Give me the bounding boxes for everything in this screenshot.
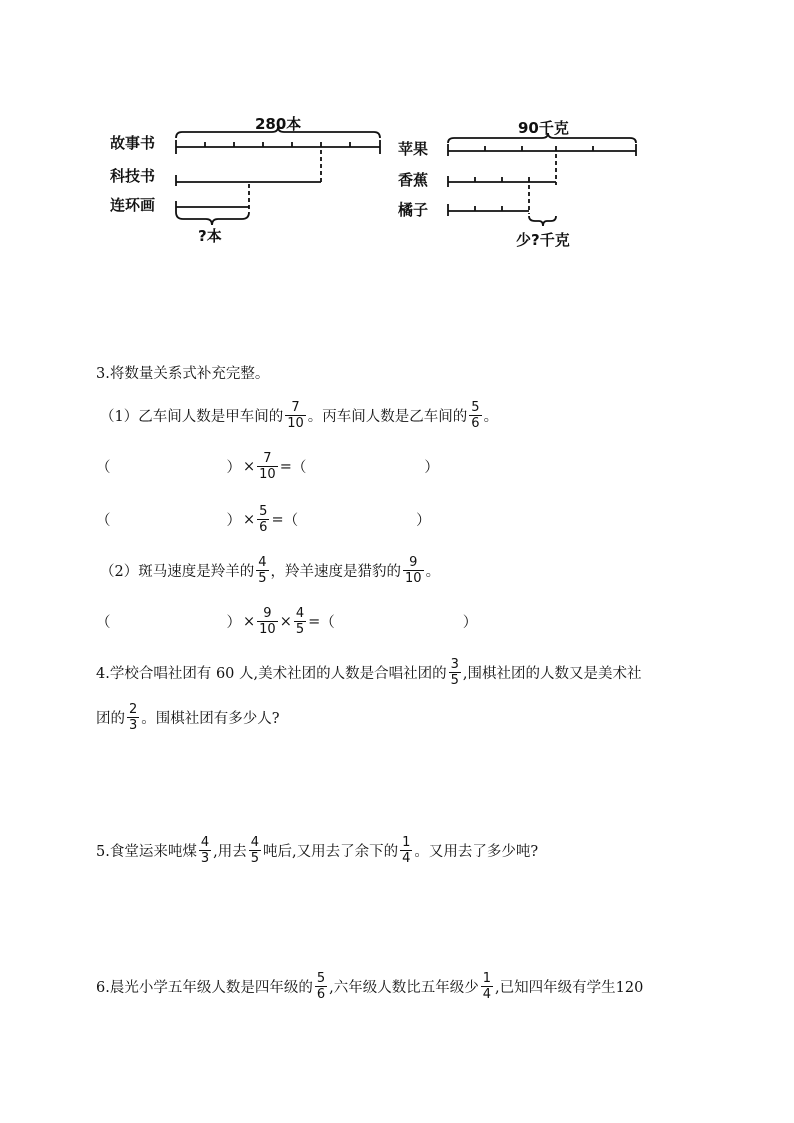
q3-part1: （1）乙车间人数是甲车间的 $\frac{7}{10}$ 。丙车间人数是乙车间的 $\frac{5}{6}$ 。 [100,400,499,431]
fraction: $\frac{5}{6}$ [316,971,326,1002]
fraction: $\frac{7}{10}$ [287,400,304,431]
fraction: $\frac{4}{5}$ [250,835,260,866]
row-label-comics: 连环画 [110,196,156,214]
q4-line-2: 团的 $\frac{2}{3}$ 。围棋社团有多少人? [96,702,280,733]
fraction: $\frac{4}{3}$ [200,835,210,866]
q3-equation-3: （ ） × $\frac{9}{10}$ × $\frac{4}{5}$ = （ ） [96,606,478,637]
q3-title: 3.将数量关系式补充完整。 [96,366,270,382]
total-label-right: 90千克 [518,119,569,137]
row-label-storybooks: 故事书 [110,134,156,152]
unknown-label-left: ?本 [198,227,222,245]
q6-line: 6.晨光小学五年级人数是四年级的 $\frac{5}{6}$ ,六年级人数比五年级少 $\frac{1}{4}$ ,已知四年级有学生120 [96,971,644,1002]
fraction: $\frac{5}{6}$ [471,400,480,431]
fraction: $\frac{1}{4}$ [482,971,492,1002]
row-label-oranges: 橘子 [398,201,429,219]
row-label-apples: 苹果 [398,140,429,158]
row-label-techbooks: 科技书 [110,167,156,185]
fraction: $\frac{3}{5}$ [450,657,459,688]
q4-line-1: 4.学校合唱社团有 60 人,美术社团的人数是合唱社团的 $\frac{3}{5}$ ,围棋社团的人数又是美术社 [96,657,642,688]
q5-line: 5.食堂运来吨煤 $\frac{4}{3}$ ,用去 $\frac{4}{5}$ 吨后,又用去了余下的 $\frac{1}{4}$ 。又用去了多少吨? [96,835,539,866]
fraction: $\frac{4}{5}$ [258,555,267,586]
fraction: $\frac{5}{6}$ [259,504,268,535]
q3-equation-1: （ ） × $\frac{7}{10}$ = （ ） [96,451,439,482]
total-label-left: 280本 [255,115,302,133]
fraction: $\frac{4}{5}$ [295,606,305,637]
fraction: $\frac{9}{10}$ [405,555,422,586]
fraction: $\frac{9}{10}$ [259,606,276,637]
fraction: $\frac{7}{10}$ [259,451,276,482]
q3-equation-2: （ ） × $\frac{5}{6}$ = （ ） [96,504,431,535]
fraction: $\frac{2}{3}$ [129,702,138,733]
row-label-bananas: 香蕉 [398,171,429,189]
unknown-label-right: 少?千克 [516,231,570,249]
segment-diagram-lines [0,0,794,260]
fraction: $\frac{1}{4}$ [402,835,411,866]
q3-part2: （2）斑马速度是羚羊的 $\frac{4}{5}$ ，羚羊速度是猎豹的 $\frac{9}{10}$ 。 [100,555,441,586]
